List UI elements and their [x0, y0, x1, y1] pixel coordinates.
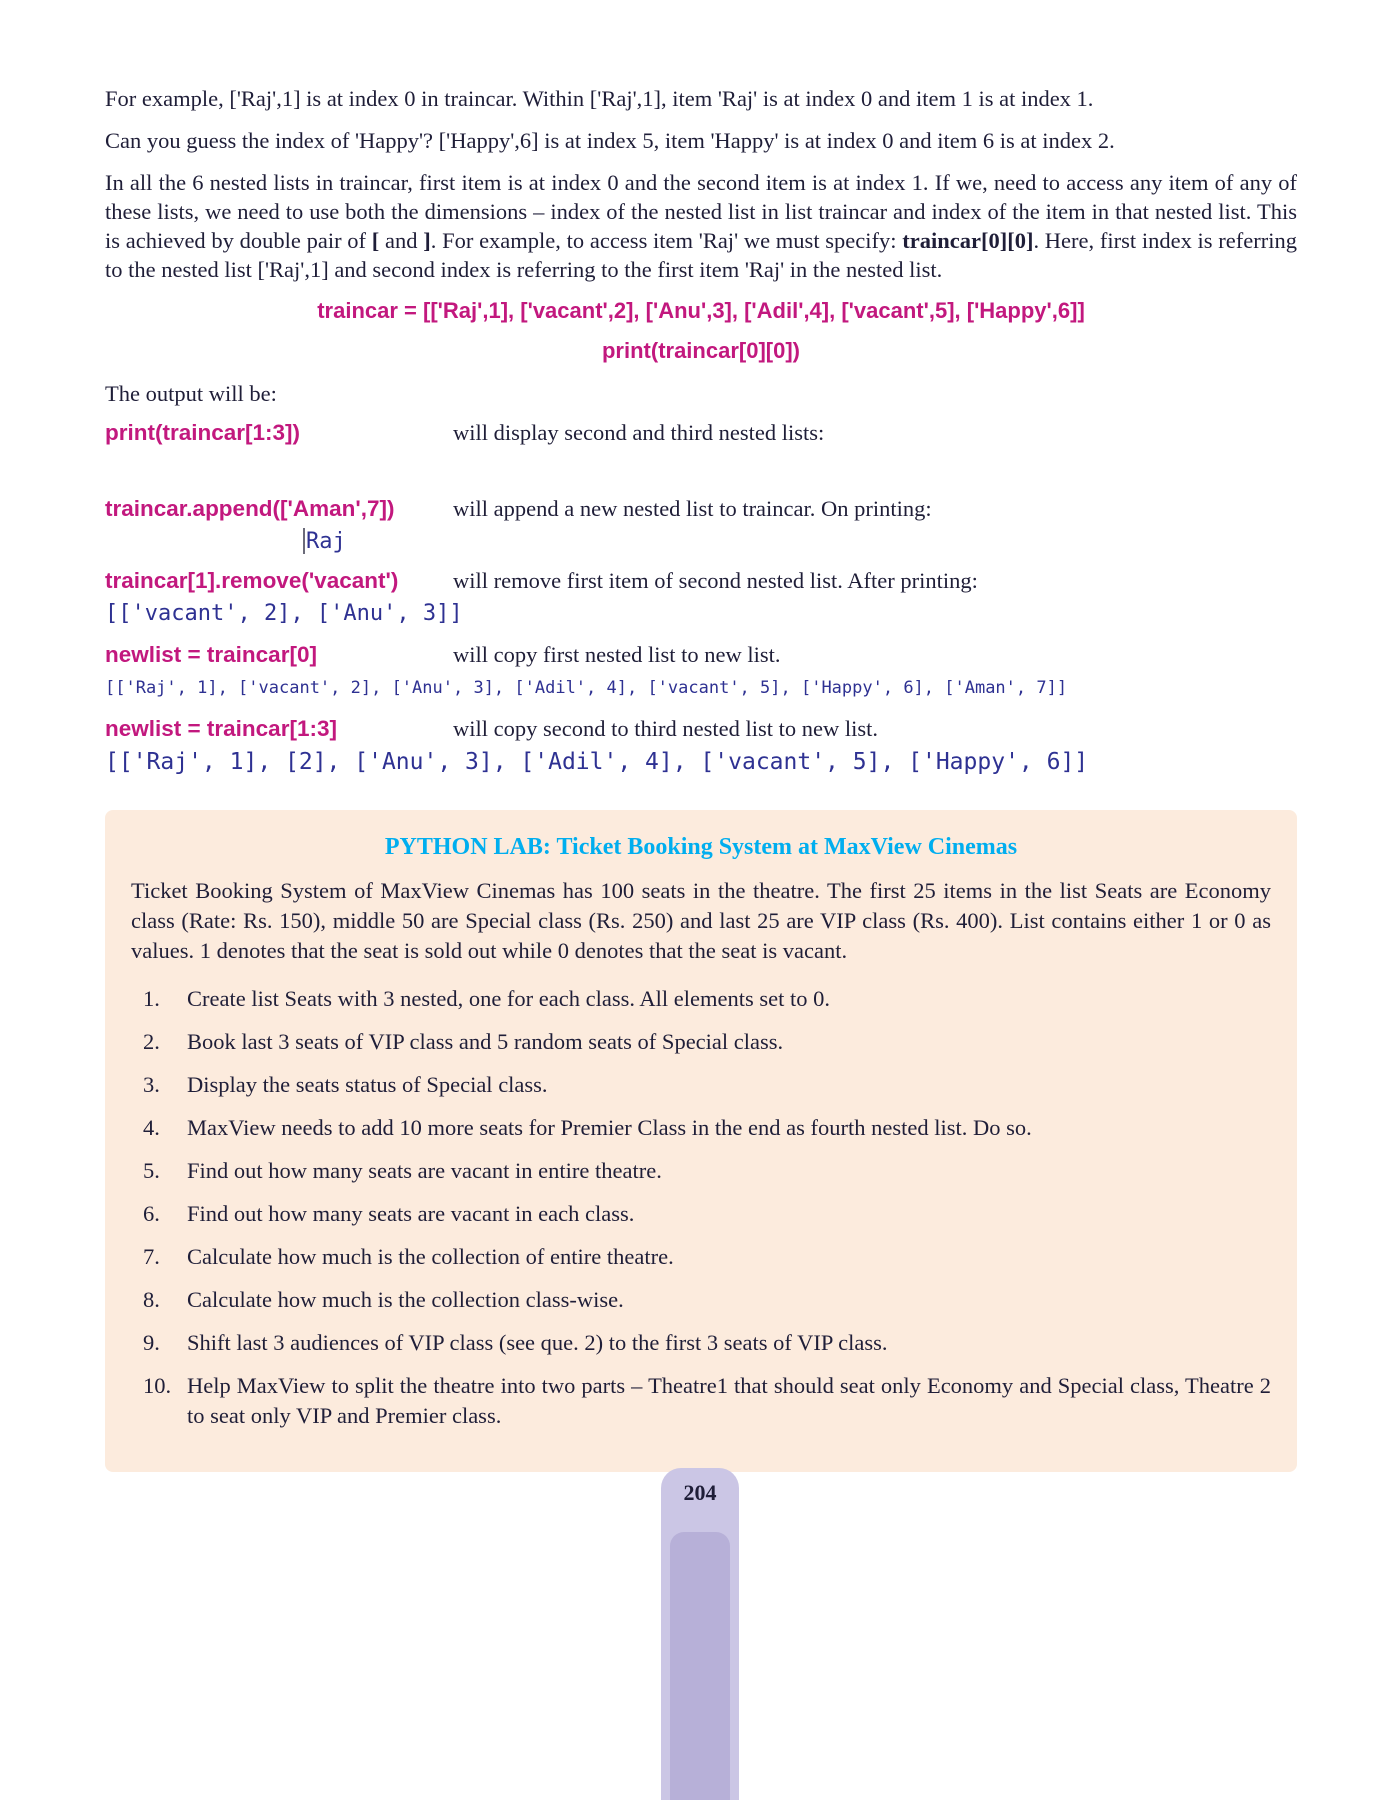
- console-output-raj: [303, 528, 1297, 556]
- lab-task-number: 1.: [143, 986, 160, 1011]
- code-explanation-row: [105, 640, 1297, 670]
- lab-task-number: 5.: [143, 1158, 160, 1183]
- lab-task-text: Create list Seats with 3 nested, one for each class. All elements set to 0.: [187, 986, 830, 1011]
- inline-bold-bracket: ]: [423, 228, 431, 253]
- code-description: will display second and third nested lists:: [453, 420, 825, 445]
- console-output-sliced-list: [['Raj', 1], [2], ['Anu', 3], ['Adil', 4], ['vacant', 5], ['Happy', 6]]: [105, 749, 1089, 775]
- code-description: will copy first nested list to new list.: [453, 642, 781, 667]
- lab-task-text: Shift last 3 audiences of VIP class (see que. 2) to the first 3 seats of VIP class.: [187, 1330, 888, 1355]
- console-output-full-list: [['Raj', 1], ['vacant', 2], ['Anu', 3], ['Adil', 4], ['vacant', 5], ['Happy', 6], ['Aman', 7]]: [105, 678, 1068, 698]
- code-description: will copy second to third nested list to new list.: [453, 716, 878, 741]
- lab-task-number: 6.: [143, 1201, 160, 1226]
- paragraph-text: . Here, first index is referring to the nested list ['Raj',1] and second index is referring to the first item 'Raj' in the nested list.: [105, 228, 1297, 282]
- lab-task-number: 9.: [143, 1330, 160, 1355]
- code-description: will remove first item of second nested list. After printing:: [453, 568, 978, 593]
- lab-task-text: Help MaxView to split the theatre into two parts – Theatre1 that should seat only Economy and Special class, Theatre 2 to seat only VIP and Premier class.: [187, 1373, 1271, 1428]
- python-lab-box: [105, 810, 1297, 1472]
- lab-task-text: Book last 3 seats of VIP class and 5 random seats of Special class.: [187, 1029, 784, 1054]
- lab-task-number: 7.: [143, 1244, 160, 1269]
- console-output-text: Raj: [306, 529, 346, 554]
- code-line-print-statement: print(traincar[0][0]): [601, 338, 800, 363]
- page-number: 204: [683, 1480, 717, 1505]
- page-tab-decoration: [670, 1532, 730, 1800]
- lab-task-item: [131, 1328, 1271, 1358]
- code-explanation-row: [105, 714, 1297, 744]
- lab-task-text: MaxView needs to add 10 more seats for Premier Class in the end as fourth nested list. Do so.: [187, 1115, 1032, 1140]
- lab-task-text: Display the seats status of Special class.: [187, 1072, 548, 1097]
- lab-task-item: [131, 1371, 1271, 1431]
- code-snippet-remove: traincar[1].remove('vacant'): [105, 568, 399, 593]
- code-snippet-append: traincar.append(['Aman',7]): [105, 496, 395, 521]
- lab-task-text: Calculate how much is the collection class-wise.: [187, 1287, 624, 1312]
- lab-task-item: [131, 1242, 1271, 1272]
- lab-task-number: 8.: [143, 1287, 160, 1312]
- output-will-be-label: The output will be:: [105, 381, 277, 406]
- lab-task-number: 2.: [143, 1029, 160, 1054]
- lab-task-number: 4.: [143, 1115, 160, 1140]
- lab-task-item: [131, 1070, 1271, 1100]
- lab-task-text: Calculate how much is the collection of entire theatre.: [187, 1244, 674, 1269]
- paragraph-text: In all the 6 nested lists in traincar, first item is at index 0 and the second item is at index 1. If we, need to access any item of any of these lists, we need to use both the dimensions – index of the nested list in list traincar and index of the item in that nested list. This is achieved by double pair of: [105, 170, 1297, 253]
- paragraph-text: and: [379, 228, 424, 253]
- lab-task-number: 3.: [143, 1072, 160, 1097]
- code-explanation-row: [105, 418, 1297, 448]
- inline-bold-bracket: [: [371, 228, 380, 253]
- lab-task-text: Find out how many seats are vacant in each class.: [187, 1201, 635, 1226]
- lab-task-number: 10.: [143, 1373, 172, 1398]
- page-content: [105, 84, 1297, 1472]
- python-lab-intro: Ticket Booking System of MaxView Cinemas has 100 seats in the theatre. The first 25 items in the list Seats are Economy class (Rate: Rs. 150), middle 50 are Special class (Rs. 250) and last 25 are VIP class (Rs. 400). List contains either 1 or 0 as values. 1 denotes that the seat is sold out while 0 denotes that the seat is vacant.: [131, 878, 1271, 963]
- lab-task-item: [131, 984, 1271, 1014]
- code-line-traincar-definition: traincar = [['Raj',1], ['vacant',2], ['Anu',3], ['Adil',4], ['vacant',5], ['Happy',6]]: [317, 298, 1085, 323]
- lab-task-item: [131, 1156, 1271, 1186]
- page-number-tab: [661, 1468, 739, 1800]
- paragraph-index-example: For example, ['Raj',1] is at index 0 in traincar. Within ['Raj',1], item 'Raj' is at index 0 and item 1 is at index 1.: [105, 86, 1094, 111]
- paragraph-happy-index: Can you guess the index of 'Happy'? ['Happy',6] is at index 5, item 'Happy' is at index 0 and item 6 is at index 2.: [105, 128, 1115, 153]
- paragraph-double-index: [105, 168, 1297, 284]
- lab-task-item: [131, 1113, 1271, 1143]
- code-explanation-row: [105, 566, 1297, 596]
- code-description: will append a new nested list to traincar. On printing:: [453, 496, 932, 521]
- python-lab-title: PYTHON LAB: Ticket Booking System at MaxView Cinemas: [384, 834, 1018, 860]
- lab-task-text: Find out how many seats are vacant in entire theatre.: [187, 1158, 662, 1183]
- lab-task-item: [131, 1199, 1271, 1229]
- code-snippet-print-slice: print(traincar[1:3]): [105, 420, 301, 445]
- lab-task-item: [131, 1027, 1271, 1057]
- code-snippet-newlist-slice: newlist = traincar[1:3]: [105, 716, 337, 741]
- lab-task-item: [131, 1285, 1271, 1315]
- paragraph-text: . For example, to access item 'Raj' we must specify:: [430, 228, 903, 253]
- code-snippet-newlist-copy: newlist = traincar[0]: [105, 642, 317, 667]
- code-explanation-row: [105, 494, 1297, 524]
- console-output-after-remove: [['vacant', 2], ['Anu', 3]]: [105, 601, 463, 626]
- inline-bold-code: traincar[0][0]: [902, 228, 1034, 253]
- text-caret: [303, 528, 305, 554]
